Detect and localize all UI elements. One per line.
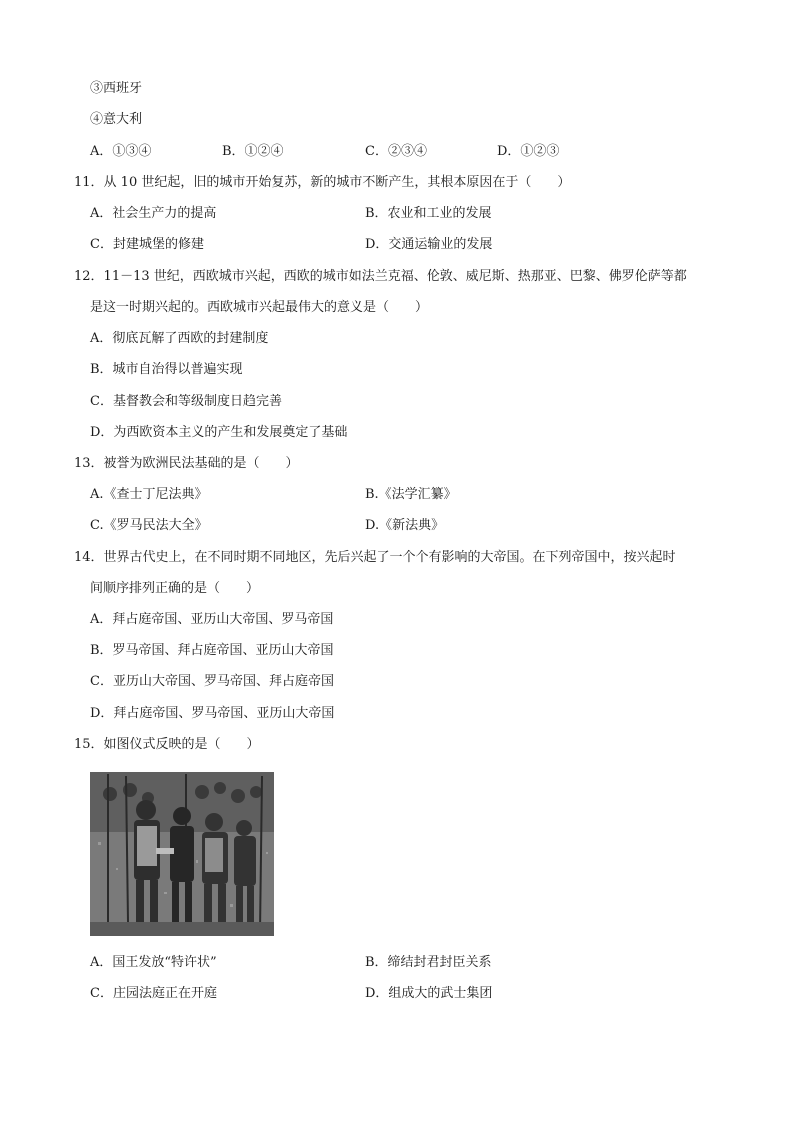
q10-option-d: D．①②③	[497, 144, 560, 159]
q13-option-a: A.《查士丁尼法典》	[90, 487, 208, 502]
q15-stem: 15．如图仪式反映的是（ ）	[74, 737, 260, 752]
q13-option-b: B.《法学汇纂》	[365, 487, 457, 502]
q12-stem-line-2: 是这一时期兴起的。西欧城市兴起最伟大的意义是（ ）	[90, 300, 429, 315]
q15-option-d: D．组成大的武士集团	[365, 986, 493, 1001]
q10-option-b: B．①②④	[222, 144, 284, 159]
q15-option-b: B．缔结封君封臣关系	[365, 955, 492, 970]
q12-option-a: A．彻底瓦解了西欧的封建制度	[90, 331, 269, 346]
q12-stem-line-1: 12．11－13 世纪，西欧城市兴起，西欧的城市如法兰克福、伦敦、威尼斯、热那亚、巴黎、佛罗伦萨等都	[74, 269, 687, 284]
q11-option-a: A．社会生产力的提高	[90, 206, 217, 221]
q14-stem-line-2: 间顺序排列正确的是（ ）	[90, 581, 260, 596]
q12-option-d: D．为西欧资本主义的产生和发展奠定了基础	[90, 425, 348, 440]
q11-option-b: B．农业和工业的发展	[365, 206, 492, 221]
q15-option-a: A．国王发放“特许状”	[90, 955, 217, 970]
q14-option-c: C．亚历山大帝国、罗马帝国、拜占庭帝国	[90, 674, 334, 689]
q10-option-c: C．②③④	[365, 144, 427, 159]
q13-stem: 13．被誉为欧洲民法基础的是（ ）	[74, 456, 299, 471]
q12-option-c: C．基督教会和等级制度日趋完善	[90, 394, 282, 409]
q10-item-3: ③西班牙	[90, 81, 143, 96]
q13-option-d: D.《新法典》	[365, 518, 445, 533]
q14-option-b: B．罗马帝国、拜占庭帝国、亚历山大帝国	[90, 643, 334, 658]
q13-option-c: C.《罗马民法大全》	[90, 518, 208, 533]
q10-item-4: ④意大利	[90, 112, 143, 127]
q14-stem-line-1: 14．世界古代史上，在不同时期不同地区，先后兴起了一个个有影响的大帝国。在下列帝国中，按兴起时	[74, 550, 676, 565]
q14-option-d: D．拜占庭帝国、罗马帝国、亚历山大帝国	[90, 706, 335, 721]
q11-option-c: C．封建城堡的修建	[90, 237, 204, 252]
q12-option-b: B．城市自治得以普遍实现	[90, 362, 243, 377]
q11-stem: 11．从 10 世纪起，旧的城市开始复苏，新的城市不断产生，其根本原因在于（ ）	[74, 175, 571, 190]
q11-option-d: D．交通运输业的发展	[365, 237, 493, 252]
q14-option-a: A．拜占庭帝国、亚历山大帝国、罗马帝国	[90, 612, 334, 627]
q15-option-c: C．庄园法庭正在开庭	[90, 986, 217, 1001]
q10-option-a: A．①③④	[90, 144, 152, 159]
ceremony-illustration	[90, 772, 274, 936]
